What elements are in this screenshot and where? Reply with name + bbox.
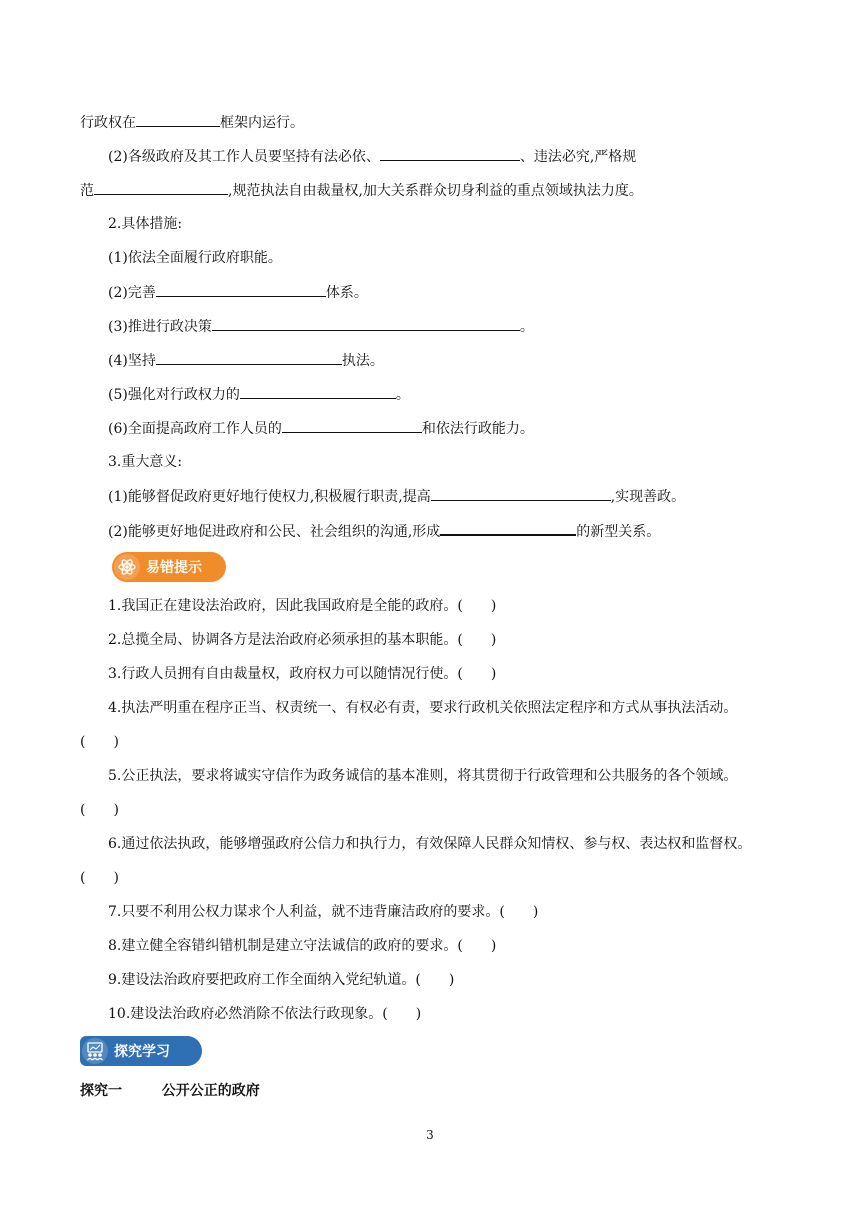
answer-blank-8[interactable] bbox=[282, 418, 422, 433]
question-9: 9.建设法治政府要把政府工作全面纳入党纪轨道。( ) bbox=[108, 972, 455, 988]
text-line-10: (6)全面提高政府工作人员的 和依法行政能力。 bbox=[108, 418, 534, 439]
question-4-answer[interactable]: ( ) bbox=[80, 734, 119, 750]
group-study-icon bbox=[82, 1038, 108, 1064]
question-7: 7.只要不利用公权力谋求个人利益，就不违背廉洁政府的要求。( ) bbox=[108, 904, 539, 920]
answer-blank-6[interactable] bbox=[156, 350, 342, 365]
question-1: 1.我国正在建设法治政府，因此我国政府是全能的政府。( ) bbox=[108, 598, 497, 614]
text-line-13: (2)能够更好地促进政府和公民、社会组织的沟通,形成 的新型关系。 bbox=[108, 520, 660, 542]
text-line-1: 行政权在 框架内运行。 bbox=[80, 112, 304, 133]
text-line-3: 范 ,规范执法自由裁量权,加大关系群众切身利益的重点领域执法力度。 bbox=[80, 180, 643, 201]
question-10: 10.建设法治政府必然消除不依法行政现象。( ) bbox=[108, 1006, 422, 1022]
question-6: 6.通过依法执政，能够增强政府公信力和执行力，有效保障人民群众知情权、参与权、表达权和监督权。 bbox=[108, 836, 752, 852]
text-line-6: (2)完善 体系。 bbox=[108, 282, 368, 303]
atom-icon bbox=[114, 554, 140, 580]
answer-blank-3[interactable] bbox=[94, 180, 228, 195]
inquiry-study-badge bbox=[80, 1036, 202, 1066]
question-6-answer[interactable]: ( ) bbox=[80, 870, 119, 886]
question-2: 2.总揽全局、协调各方是法治政府必须承担的基本职能。( ) bbox=[108, 632, 497, 648]
text-line-4: 2.具体措施: bbox=[108, 216, 183, 232]
answer-blank-5[interactable] bbox=[212, 316, 520, 331]
text-line-11: 3.重大意义: bbox=[108, 454, 183, 470]
question-5-answer[interactable]: ( ) bbox=[80, 802, 119, 818]
error-tips-label: 易错提示 bbox=[146, 560, 202, 576]
question-3: 3.行政人员拥有自由裁量权，政府权力可以随情况行使。( ) bbox=[108, 666, 497, 682]
section-heading bbox=[80, 1080, 260, 1100]
answer-blank-4[interactable] bbox=[156, 282, 326, 297]
text-line-9: (5)强化对行政权力的 。 bbox=[108, 384, 410, 405]
error-tips-badge bbox=[112, 552, 226, 582]
section-title: 公开公正的政府 bbox=[161, 1083, 260, 1099]
inquiry-study-label: 探究学习 bbox=[114, 1044, 170, 1060]
answer-blank-10[interactable] bbox=[440, 520, 576, 536]
text-line-7: (3)推进行政决策 。 bbox=[108, 316, 534, 337]
answer-blank-1[interactable] bbox=[136, 112, 220, 127]
answer-blank-2[interactable] bbox=[380, 146, 520, 161]
text-line-12: (1)能够督促政府更好地行使权力,积极履行职责,提高 ,实现善政。 bbox=[108, 486, 685, 507]
answer-blank-7[interactable] bbox=[240, 384, 396, 399]
text-line-2: (2)各级政府及其工作人员要坚持有法必依、 、违法必究,严格规 bbox=[108, 146, 636, 167]
question-4: 4.执法严明重在程序正当、权责统一、有权必有责，要求行政机关依照法定程序和方式从事执法活动。 bbox=[108, 700, 738, 716]
question-8: 8.建立健全容错纠错机制是建立守法诚信的政府的要求。( ) bbox=[108, 938, 497, 954]
answer-blank-9[interactable] bbox=[431, 486, 611, 501]
text-line-5: (1)依法全面履行政府职能。 bbox=[108, 250, 282, 266]
page-number: 3 bbox=[426, 1128, 434, 1142]
question-5: 5.公正执法，要求将诚实守信作为政务诚信的基本准则，将其贯彻于行政管理和公共服务的各个领域。 bbox=[108, 768, 738, 784]
text-line-8: (4)坚持 执法。 bbox=[108, 350, 384, 371]
section-number: 探究一 bbox=[80, 1083, 122, 1099]
